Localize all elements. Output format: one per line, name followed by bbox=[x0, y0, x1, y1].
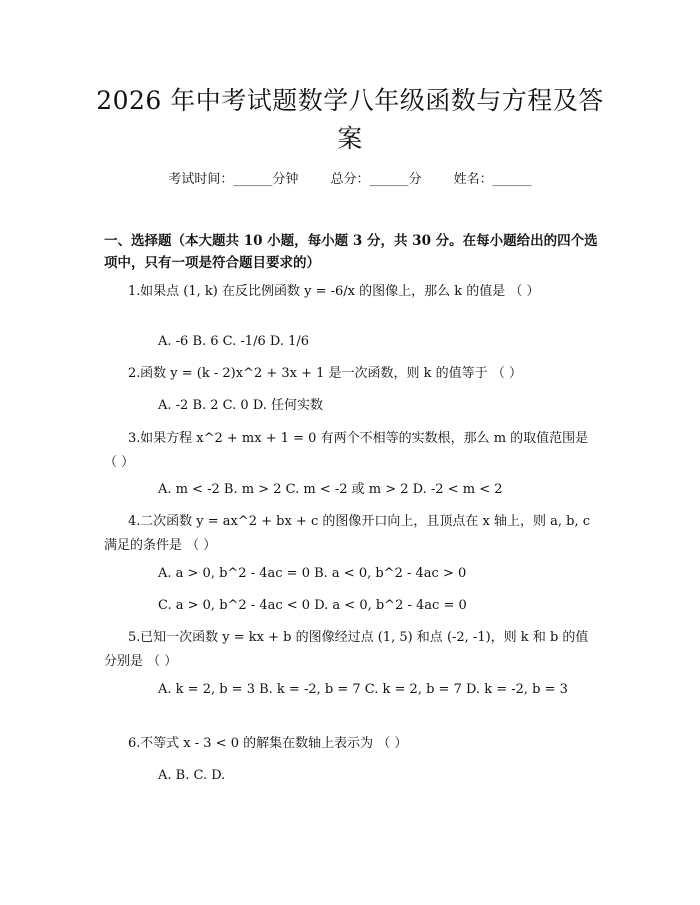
question-5-options: A. k = 2, b = 3 B. k = -2, b = 7 C. k = 2, b = 7 D. k = -2, b = 3 bbox=[158, 682, 568, 697]
question-number: 2. bbox=[128, 366, 141, 381]
question-1-options: A. -6 B. 6 C. -1/6 D. 1/6 bbox=[158, 334, 310, 349]
question-text: 如果方程 x^2 + mx + 1 = 0 有两个不相等的实数根，那么 m 的取值范围是 （ ） bbox=[104, 431, 589, 470]
question-number: 3. bbox=[128, 431, 141, 446]
question-number: 1. bbox=[128, 284, 141, 299]
question-4 bbox=[104, 510, 600, 558]
exam-meta bbox=[0, 168, 700, 187]
exam-time-field: 考试时间：______分钟 bbox=[168, 172, 299, 187]
question-2-options: A. -2 B. 2 C. 0 D. 任何实数 bbox=[158, 398, 324, 413]
question-text: 二次函数 y = ax^2 + bx + c 的图像开口向上，且顶点在 x 轴上，则 a, b, c 满足的条件是 （ ） bbox=[104, 514, 591, 553]
question-text: 已知一次函数 y = kx + b 的图像经过点 (1, 5) 和点 (-2, -1)，则 k 和 b 的值分别是 （ ） bbox=[104, 630, 589, 669]
section-heading: 一、选择题（本大题共 10 小题，每小题 3 分，共 30 分。在每小题给出的四个选项中，只有一项是符合题目要求的） bbox=[104, 233, 598, 271]
question-number: 4. bbox=[128, 514, 141, 529]
question-text: 函数 y = (k - 2)x^2 + 3x + 1 是一次函数，则 k 的值等于 （ ） bbox=[140, 366, 522, 381]
question-3 bbox=[104, 427, 600, 475]
question-6-options: A. B. C. D. bbox=[158, 768, 226, 783]
question-1 bbox=[104, 280, 600, 304]
question-4-options-line-1: A. a > 0, b^2 - 4ac = 0 B. a < 0, b^2 - 4ac > 0 bbox=[158, 566, 467, 581]
question-6 bbox=[104, 732, 600, 756]
student-name-field: 姓名：______ bbox=[453, 172, 532, 187]
question-4-options-line-2: C. a > 0, b^2 - 4ac < 0 D. a < 0, b^2 - 4ac = 0 bbox=[158, 598, 467, 613]
total-score-field: 总分：______分 bbox=[330, 172, 422, 187]
question-5 bbox=[104, 626, 600, 674]
page-title: 2026 年中考试题数学八年级函数与方程及答案 bbox=[96, 86, 604, 153]
question-text: 不等式 x - 3 < 0 的解集在数轴上表示为 （ ） bbox=[140, 736, 408, 751]
question-text: 如果点 (1, k) 在反比例函数 y = -6/x 的图像上，那么 k 的值是 （ ） bbox=[140, 284, 540, 299]
question-3-options: A. m < -2 B. m > 2 C. m < -2 或 m > 2 D. -2 < m < 2 bbox=[158, 482, 503, 497]
question-number: 6. bbox=[128, 736, 141, 751]
question-number: 5. bbox=[128, 630, 141, 645]
question-2 bbox=[104, 362, 600, 386]
